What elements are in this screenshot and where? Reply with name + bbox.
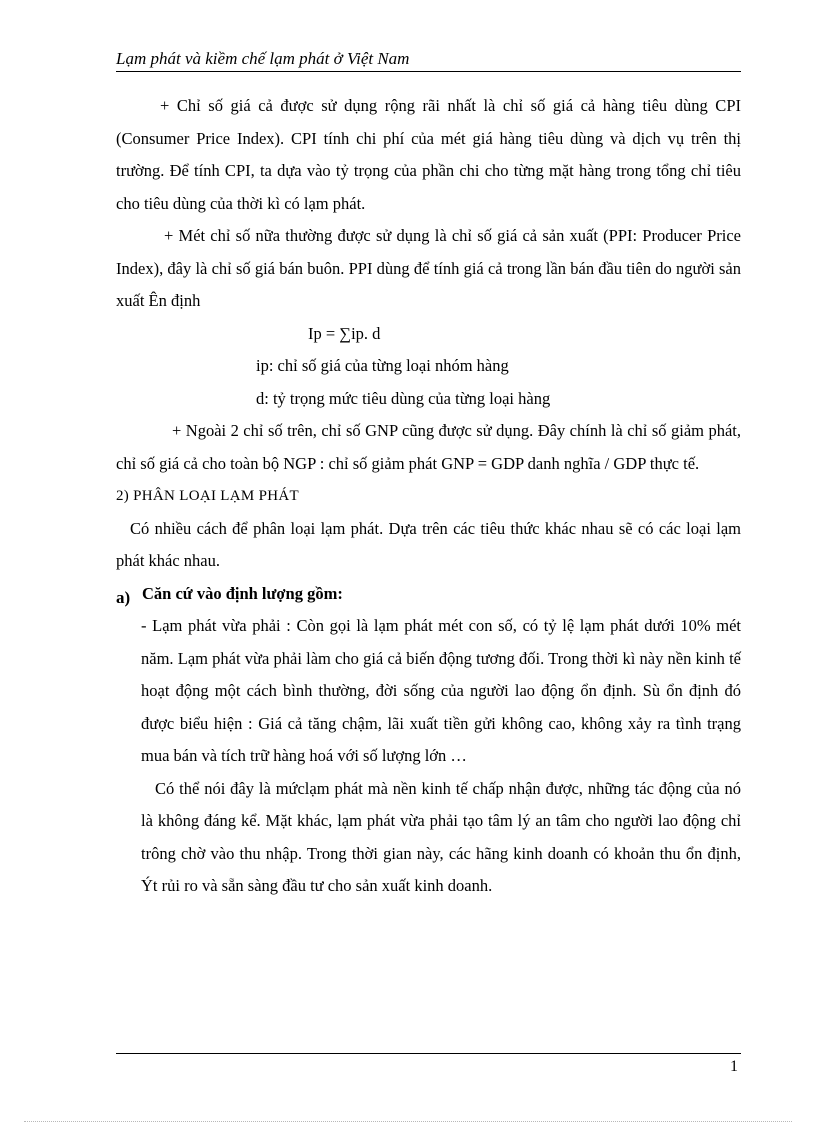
paragraph-ppi: + Mét chỉ số nữa thường được sử dụng là chỉ số giá cả sản xuất (PPI: Producer Price Index), đây là chỉ số giá bán buôn. PPI dùng để tính giá cả trong lần bán đầu tiên do người sản xuất Ên định (116, 226, 741, 310)
subsection-marker: a) (116, 587, 131, 607)
paragraph-cpi: + Chỉ số giá cả được sử dụng rộng rãi nhất là chỉ số giá cả hàng tiêu dùng CPI (Consumer Price Index). CPI tính chi phí của mét giá hàng tiêu dùng và dịch vụ trên thị trường. Để tính CPI, ta dựa vào tỷ trọng của phần chi cho từng mặt hàng trong tổng chỉ tiêu cho tiêu dùng của thời kì có lạm phát. (116, 96, 741, 213)
paragraph-moderate-inflation: - Lạm phát vừa phải : Còn gọi là lạm phát mét con số, có tỷ lệ lạm phát dưới 10% mét năm. Lạm phát vừa phải làm cho giá cả biến động tương đối. Trong thời kì này nền kinh tế hoạt động một cách bình thường, đời sống của người lao động ổn định. Sù ổn định đó được biểu hiện : Giá cả tăng chậm, lãi xuất tiền gửi không cao, không xảy ra tình trạng mua bán và tích trữ hàng hoá với số lượng lớn … (141, 616, 741, 765)
paragraph-classification-intro: Có nhiều cách để phân loại lạm phát. Dựa trên các tiêu thức khác nhau sẽ có các loại lạm phát khác nhau. (116, 518, 741, 570)
section-heading: 2) PHÂN LOẠI LẠM PHÁT (116, 488, 299, 504)
header-title: Lạm phát và kiềm chế lạm phát ở Việt Nam (116, 49, 410, 68)
document-body (116, 90, 741, 903)
formula-ip: Ip = ∑ip. d (308, 323, 381, 343)
page-bottom-edge (24, 1121, 792, 1122)
page-number: 1 (730, 1058, 738, 1075)
definition-ip: ip: chỉ số giá của từng loại nhóm hàng (256, 356, 509, 375)
subsection-heading (116, 578, 741, 611)
footer-divider (116, 1053, 741, 1054)
definition-d: d: tỷ trọng mức tiêu dùng của từng loại hàng (256, 388, 551, 408)
paragraph-gnp: + Ngoài 2 chỉ số trên, chỉ số GNP cũng được sử dụng. Đây chính là chỉ số giảm phát, chỉ số giá cả cho toàn bộ NGP : chỉ số giảm phát GNP = GDP danh nghĩa / GDP thực tế. (116, 421, 741, 473)
paragraph-acceptable-inflation: Có thể nói đây là mứclạm phát mà nền kinh tế chấp nhận được, những tác động của nó là không đáng kể. Mặt khác, lạm phát vừa phải tạo tâm lý an tâm cho người lao động chỉ trông chờ vào thu nhập. Trong thời gian này, các hãng kinh doanh có khoản thu ổn định, Ýt rủi ro và sẵn sàng đầu tư cho sản xuất kinh doanh. (141, 778, 741, 895)
page-header (116, 48, 741, 72)
subsection-title: Căn cứ vào định lượng gồm: (142, 583, 343, 603)
subsection-body (116, 610, 741, 903)
